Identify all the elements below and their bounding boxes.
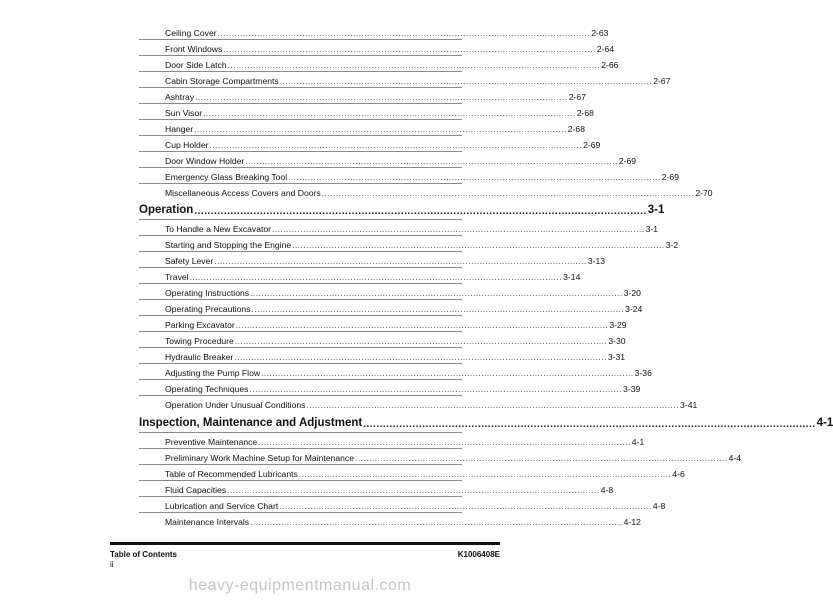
toc-entry[interactable] — [165, 152, 637, 166]
toc-entry-label: Parking Excavator — [165, 320, 235, 330]
dot-leader: .................................................................................................................................... — [261, 369, 634, 378]
toc-entry-label: Ashtray — [165, 92, 195, 102]
dot-leader: .................................................................................................................................... — [195, 93, 568, 102]
section-heading-inspection[interactable] — [139, 414, 833, 430]
toc-entry[interactable] — [165, 433, 645, 447]
dot-leader: .................................................................................................................................... — [251, 305, 625, 314]
toc-entry-label: Towing Procedure — [165, 336, 234, 346]
section-heading-label: Operation — [139, 204, 194, 216]
toc-entry[interactable] — [165, 136, 601, 150]
dot-leader: .......................................................................................................................................... — [194, 206, 647, 217]
dot-leader: .................................................................................................................................... — [223, 45, 596, 54]
toc-entry-label: Cabin Storage Compartments — [165, 76, 279, 86]
toc-entry-page: 4-8 — [600, 485, 614, 495]
watermark: heavy-equipmentmanual.com — [188, 577, 412, 594]
toc-entry[interactable] — [165, 316, 627, 330]
toc-entry-label: Safety Lever — [165, 256, 214, 266]
toc-entry-page: 3-1 — [645, 224, 659, 234]
toc-entry[interactable] — [165, 284, 641, 298]
dot-leader: .................................................................................................................................... — [227, 61, 601, 70]
section-heading-page: 4-1 — [816, 417, 833, 429]
toc-entry-page: 4-6 — [672, 469, 685, 479]
toc-entry-page: 2-66 — [601, 60, 619, 70]
dot-leader: .................................................................................................................................... — [279, 77, 653, 86]
toc-entry-page: 3-24 — [625, 304, 643, 314]
toc-entry[interactable] — [165, 184, 713, 198]
toc-entry[interactable] — [165, 236, 679, 250]
dot-leader: .................................................................................................................................... — [250, 289, 623, 298]
toc-entry[interactable] — [165, 104, 594, 118]
section-heading-operation[interactable] — [139, 201, 665, 217]
toc-entry-label: Preventive Maintenance — [165, 437, 258, 447]
toc-entry[interactable] — [165, 56, 619, 70]
toc-entry[interactable] — [165, 497, 666, 511]
toc-entry-page: 3-20 — [623, 288, 641, 298]
toc-entry-label: Operating Precautions — [165, 304, 251, 314]
toc-entry[interactable] — [165, 40, 615, 54]
dot-leader: .................................................................................................................................... — [250, 518, 623, 527]
toc-entry-label: Adjusting the Pump Flow — [165, 368, 261, 378]
toc-entry-page: 3-41 — [680, 400, 698, 410]
toc-entry[interactable] — [165, 449, 742, 463]
toc-entry-label: Emergency Glass Breaking Tool — [165, 172, 288, 182]
toc-entry-label: Starting and Stopping the Engine — [165, 240, 292, 250]
dot-leader: .................................................................................................................................... — [189, 273, 563, 282]
dot-leader: .................................................................................................................................... — [234, 337, 608, 346]
toc-entry-label: Operating Instructions — [165, 288, 250, 298]
toc-entry-page: 3-2 — [665, 240, 679, 250]
toc-entry[interactable] — [165, 300, 643, 314]
toc-entry[interactable] — [165, 481, 614, 495]
section-heading-label: Inspection, Maintenance and Adjustment — [139, 417, 363, 429]
toc-entry-page: 4-4 — [728, 453, 742, 463]
dot-leader: .................................................................................................................................... — [272, 225, 645, 234]
toc-entry-label: Operating Techniques — [165, 384, 249, 394]
footer-page-number: ii — [110, 560, 114, 569]
toc-entry[interactable] — [165, 396, 698, 410]
toc-entry-label: Door Window Holder — [165, 156, 245, 166]
toc-entry-page: 3-31 — [607, 352, 626, 362]
toc-entry-label: Travel — [165, 272, 189, 282]
toc-entry-page: 3-36 — [634, 368, 652, 378]
dot-leader: .................................................................................................................................... — [194, 125, 567, 134]
section-heading-page: 3-1 — [647, 204, 665, 216]
toc-entry-page: 2-68 — [576, 108, 594, 118]
dot-leader: .................................................................................................................................... — [306, 401, 680, 410]
toc-entry-page: 2-69 — [583, 140, 601, 150]
dot-leader: .................................................................................................................................... — [203, 109, 576, 118]
footer-rule — [110, 542, 500, 545]
dot-leader: .................................................................................................................................... — [321, 189, 695, 198]
toc-entry[interactable] — [165, 220, 659, 234]
dot-leader: .................................................................................................................................... — [245, 157, 618, 166]
toc-entry[interactable] — [165, 120, 585, 134]
toc-entry[interactable] — [165, 380, 641, 394]
toc-entry-label: Operation Under Unusual Conditions — [165, 400, 306, 410]
toc-entry-page: 3-14 — [563, 272, 581, 282]
toc-entry-page: 2-69 — [661, 172, 679, 182]
dot-leader: .......................................................................................................................................... — [363, 419, 816, 430]
dot-leader: .................................................................................................................................... — [214, 257, 587, 266]
toc-entry-label: Cup Holder — [165, 140, 209, 150]
toc-entry-label: Sun Visor — [165, 108, 203, 118]
toc-entry[interactable] — [165, 268, 581, 282]
dot-leader: .................................................................................................................................... — [235, 321, 609, 330]
toc-entry[interactable] — [165, 168, 679, 182]
toc-entry-page: 3-29 — [609, 320, 627, 330]
toc-entry-label: Ceiling Cover — [165, 28, 217, 38]
toc-entry-label: Maintenance Intervals — [165, 517, 250, 527]
toc-entry-page: 2-67 — [568, 92, 586, 102]
toc-entry-page: 2-63 — [591, 28, 609, 38]
toc-entry[interactable] — [165, 465, 685, 479]
toc-entry[interactable] — [165, 72, 671, 86]
toc-entry-page: 2-64 — [596, 44, 615, 54]
toc-entry-label: Door Side Latch — [165, 60, 227, 70]
toc-entry-page: 2-70 — [695, 188, 713, 198]
toc-entry[interactable] — [165, 24, 609, 38]
dot-leader: .................................................................................................................................... — [217, 29, 591, 38]
toc-entry-label: Hanger — [165, 124, 194, 134]
toc-entry-page: 2-67 — [653, 76, 671, 86]
toc-entry-label: Hydraulic Breaker — [165, 352, 234, 362]
toc-entry[interactable] — [165, 252, 606, 266]
toc-entry-label: To Handle a New Excavator — [165, 224, 272, 234]
toc-entry[interactable] — [165, 513, 641, 527]
dot-leader: .................................................................................................................................... — [279, 502, 652, 511]
footer-title: Table of Contents — [110, 550, 177, 559]
toc-entry-label: Fluid Capacities — [165, 485, 227, 495]
dot-leader: .................................................................................................................................... — [227, 486, 600, 495]
toc-entry-label: Lubrication and Service Chart — [165, 501, 279, 511]
toc-entry-page: 3-30 — [608, 336, 626, 346]
dot-leader: .................................................................................................................................... — [288, 173, 661, 182]
footer-doc-number: K1006408E — [457, 550, 500, 559]
toc-entry-label: Preliminary Work Machine Setup for Maintenance — [165, 453, 354, 463]
toc-entry[interactable] — [165, 332, 626, 346]
dot-leader: .................................................................................................................................... — [258, 438, 631, 447]
toc-entry-label: Table of Recommended Lubricants — [165, 469, 298, 479]
toc-entry[interactable] — [165, 348, 626, 362]
dot-leader: .................................................................................................................................... — [292, 241, 665, 250]
toc-entry-label: Front Windows — [165, 44, 223, 54]
dot-leader: .................................................................................................................................... — [234, 353, 607, 362]
dot-leader: .................................................................................................................................... — [298, 470, 672, 479]
dot-leader: .................................................................................................................................... — [355, 454, 728, 463]
dot-leader: .................................................................................................................................... — [209, 141, 583, 150]
toc-entry[interactable] — [165, 88, 586, 102]
dot-leader: .................................................................................................................................... — [249, 385, 623, 394]
toc-entry-page: 2-69 — [618, 156, 637, 166]
toc-entry-page: 4-12 — [623, 517, 641, 527]
toc-entry-page: 3-39 — [623, 384, 641, 394]
toc-entry-label: Miscellaneous Access Covers and Doors — [165, 188, 321, 198]
toc-entry-page: 2-68 — [567, 124, 585, 134]
toc-entry-page: 3-13 — [587, 256, 606, 266]
toc-entry[interactable] — [165, 364, 652, 378]
toc-entry-page: 4-8 — [652, 501, 666, 511]
toc-entry-page: 4-1 — [631, 437, 645, 447]
